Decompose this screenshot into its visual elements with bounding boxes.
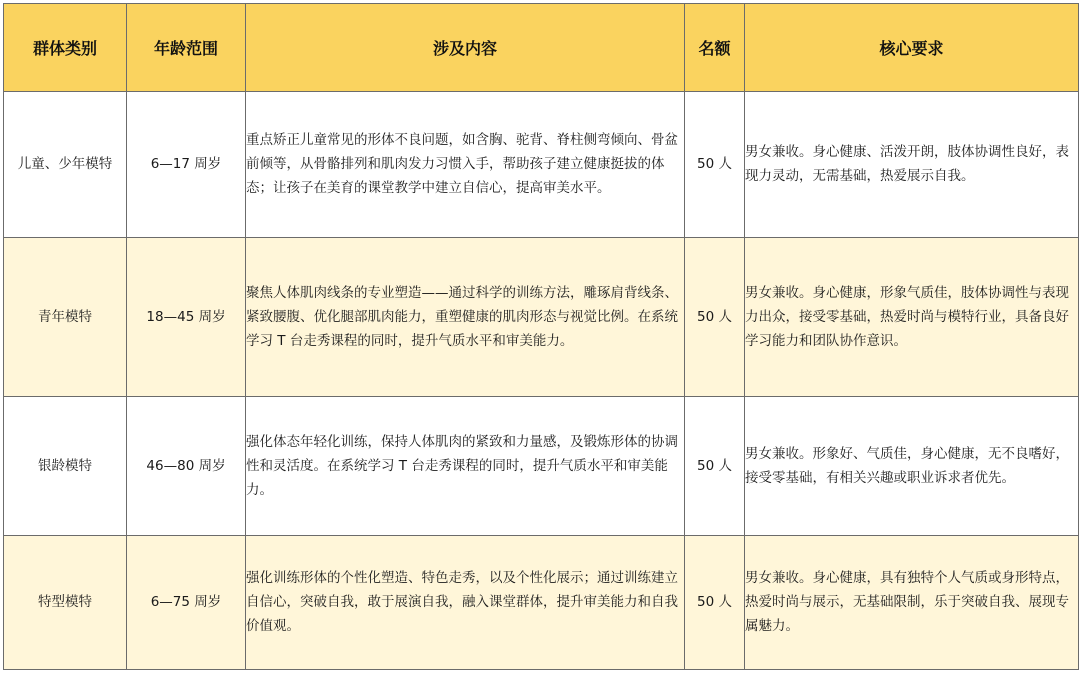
requirements-cell: 男女兼收。形象好、气质佳，身心健康，无不良嗜好，接受零基础，有相关兴趣或职业诉求者优先。 bbox=[745, 397, 1079, 535]
category-cell: 青年模特 bbox=[4, 237, 127, 397]
header-quota: 名额 bbox=[685, 4, 745, 92]
age-cell: 6—75 周岁 bbox=[127, 535, 246, 669]
header-requirements: 核心要求 bbox=[745, 4, 1079, 92]
quota-cell: 50 人 bbox=[685, 397, 745, 535]
quota-cell: 50 人 bbox=[685, 92, 745, 238]
content-cell: 强化体态年轻化训练，保持人体肌肉的紧致和力量感，及锻炼形体的协调性和灵活度。在系统学习 T 台走秀课程的同时，提升气质水平和审美能力。 bbox=[246, 397, 685, 535]
requirements-cell: 男女兼收。身心健康，形象气质佳，肢体协调性与表现力出众，接受零基础，热爱时尚与模特行业，具备良好学习能力和团队协作意识。 bbox=[745, 237, 1079, 397]
header-age-range: 年龄范围 bbox=[127, 4, 246, 92]
table-row bbox=[4, 92, 1079, 238]
requirements-cell: 男女兼收。身心健康、活泼开朗，肢体协调性良好，表现力灵动，无需基础，热爱展示自我。 bbox=[745, 92, 1079, 238]
requirements-cell: 男女兼收。身心健康，具有独特个人气质或身形特点，热爱时尚与展示，无基础限制，乐于突破自我、展现专属魅力。 bbox=[745, 535, 1079, 669]
content-cell: 重点矫正儿童常见的形体不良问题，如含胸、驼背、脊柱侧弯倾向、骨盆前倾等，从骨骼排列和肌肉发力习惯入手，帮助孩子建立健康挺拔的体态；让孩子在美育的课堂教学中建立自信心，提高审美水平。 bbox=[246, 92, 685, 238]
category-cell: 银龄模特 bbox=[4, 397, 127, 535]
quota-cell: 50 人 bbox=[685, 535, 745, 669]
table-header-row bbox=[4, 4, 1079, 92]
category-cell: 特型模特 bbox=[4, 535, 127, 669]
header-category: 群体类别 bbox=[4, 4, 127, 92]
content-cell: 强化训练形体的个性化塑造、特色走秀，以及个性化展示；通过训练建立自信心，突破自我，敢于展演自我，融入课堂群体，提升审美能力和自我价值观。 bbox=[246, 535, 685, 669]
header-content: 涉及内容 bbox=[246, 4, 685, 92]
age-cell: 6—17 周岁 bbox=[127, 92, 246, 238]
enrollment-table bbox=[3, 3, 1079, 670]
quota-cell: 50 人 bbox=[685, 237, 745, 397]
table-row bbox=[4, 237, 1079, 397]
content-cell: 聚焦人体肌肉线条的专业塑造——通过科学的训练方法，雕琢肩背线条、紧致腰腹、优化腿部肌肉能力，重塑健康的肌肉形态与视觉比例。在系统学习 T 台走秀课程的同时，提升气质水平和审美能力。 bbox=[246, 237, 685, 397]
age-cell: 18—45 周岁 bbox=[127, 237, 246, 397]
age-cell: 46—80 周岁 bbox=[127, 397, 246, 535]
table-row bbox=[4, 535, 1079, 669]
category-cell: 儿童、少年模特 bbox=[4, 92, 127, 238]
table-row bbox=[4, 397, 1079, 535]
